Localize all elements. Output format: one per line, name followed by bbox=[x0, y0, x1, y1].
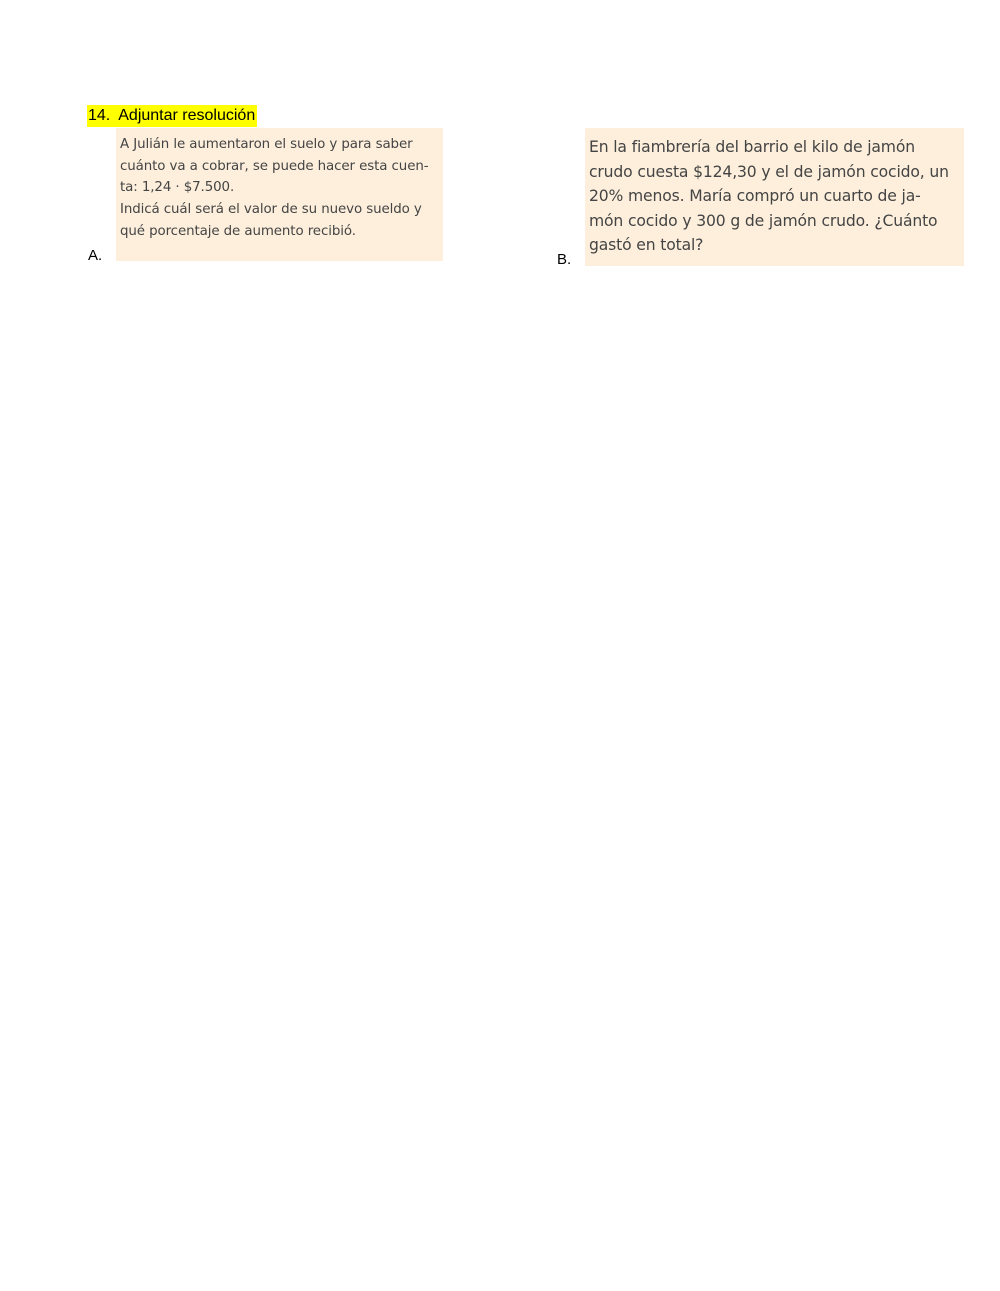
problem-b-box bbox=[585, 128, 964, 266]
problem-a-line: cuánto va a cobrar, se puede hacer esta cuen- bbox=[120, 158, 429, 174]
problem-a-letter: A. bbox=[88, 247, 103, 264]
problem-a-line: qué porcentaje de aumento recibió. bbox=[120, 223, 356, 239]
problem-a-line: A Julián le aumentaron el suelo y para saber bbox=[120, 137, 413, 152]
question-number: 14. bbox=[88, 107, 111, 124]
problem-b-line: En la fiambrería del barrio el kilo de jamón bbox=[589, 138, 915, 156]
problem-b-line: 20% menos. María compró un cuarto de ja- bbox=[589, 187, 921, 206]
question-title: Adjuntar resolución bbox=[118, 107, 256, 124]
question-heading bbox=[87, 105, 257, 127]
problem-b-line: gastó en total? bbox=[589, 236, 704, 255]
problem-b-line: crudo cuesta $124,30 y el de jamón cocido, un bbox=[589, 162, 949, 181]
problem-b-line: món cocido y 300 g de jamón crudo. ¿Cuánto bbox=[589, 211, 938, 230]
problem-b-letter: B. bbox=[557, 251, 572, 268]
problem-a-line: Indicá cuál será el valor de su nuevo sueldo y bbox=[120, 202, 422, 218]
problem-a-box bbox=[116, 128, 443, 261]
problem-a-line: ta: 1,24 · $7.500. bbox=[120, 180, 235, 196]
